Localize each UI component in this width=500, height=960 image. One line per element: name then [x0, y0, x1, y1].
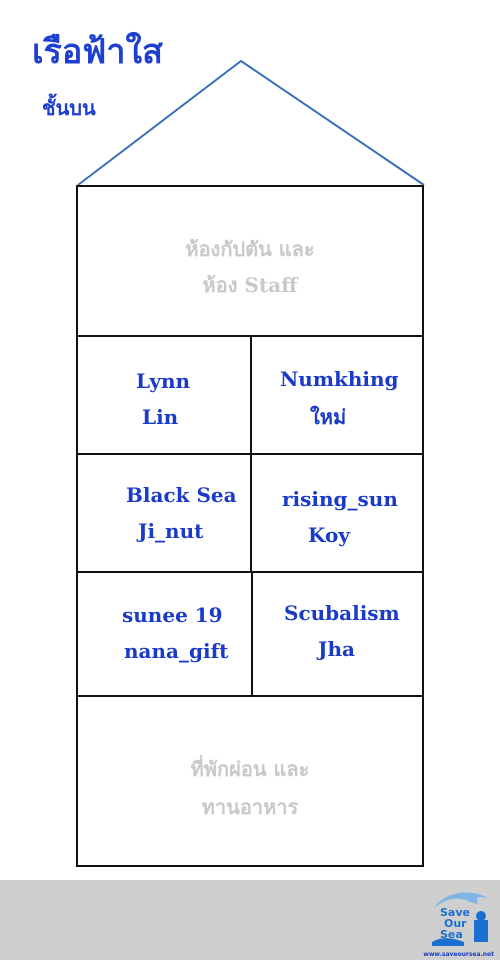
guest-name: Lin [142, 405, 179, 429]
cabin-row-1 [78, 337, 422, 455]
roof-outline [0, 0, 500, 200]
captain-staff-room [78, 187, 422, 337]
captain-room-label-line1: ห้องกัปตัน และ [185, 237, 315, 261]
guest-name: Lynn [136, 369, 191, 393]
footer-band [0, 880, 500, 960]
guest-name: Ji_nut [138, 519, 204, 543]
logo-word-3: Sea [440, 928, 463, 941]
lounge-label-line2: ทานอาหาร [201, 795, 299, 819]
logo-url: www.saveoursea.net [423, 951, 494, 958]
guest-name: rising_sun [282, 487, 398, 511]
guest-name: Jha [318, 637, 355, 661]
guest-name: Koy [308, 523, 350, 547]
guest-name: nana_gift [124, 639, 229, 663]
boat-name: เรือฟ้าใส [32, 32, 163, 72]
cabin-divider [251, 573, 253, 695]
cabin-divider [250, 455, 252, 571]
deck-label: ชั้นบน [42, 96, 96, 120]
captain-room-label-line2: ห้อง Staff [202, 273, 298, 297]
cabin-row-3 [78, 573, 422, 697]
cabin-divider [250, 337, 252, 453]
logo-word-1: Save [440, 906, 470, 919]
guest-name: Black Sea [126, 483, 237, 507]
logo-word-2: Our [444, 917, 467, 930]
deck-floor-plan [76, 185, 424, 867]
guest-name: Scubalism [284, 601, 400, 625]
save-our-sea-logo [430, 886, 494, 946]
guest-name: sunee 19 [122, 603, 223, 627]
lounge-dining-room [78, 697, 422, 865]
guest-name: ใหม่ [310, 405, 347, 429]
guest-name: Numkhing [280, 367, 399, 391]
lounge-label-line1: ที่พักผ่อน และ [190, 757, 310, 781]
cabin-row-2 [78, 455, 422, 573]
